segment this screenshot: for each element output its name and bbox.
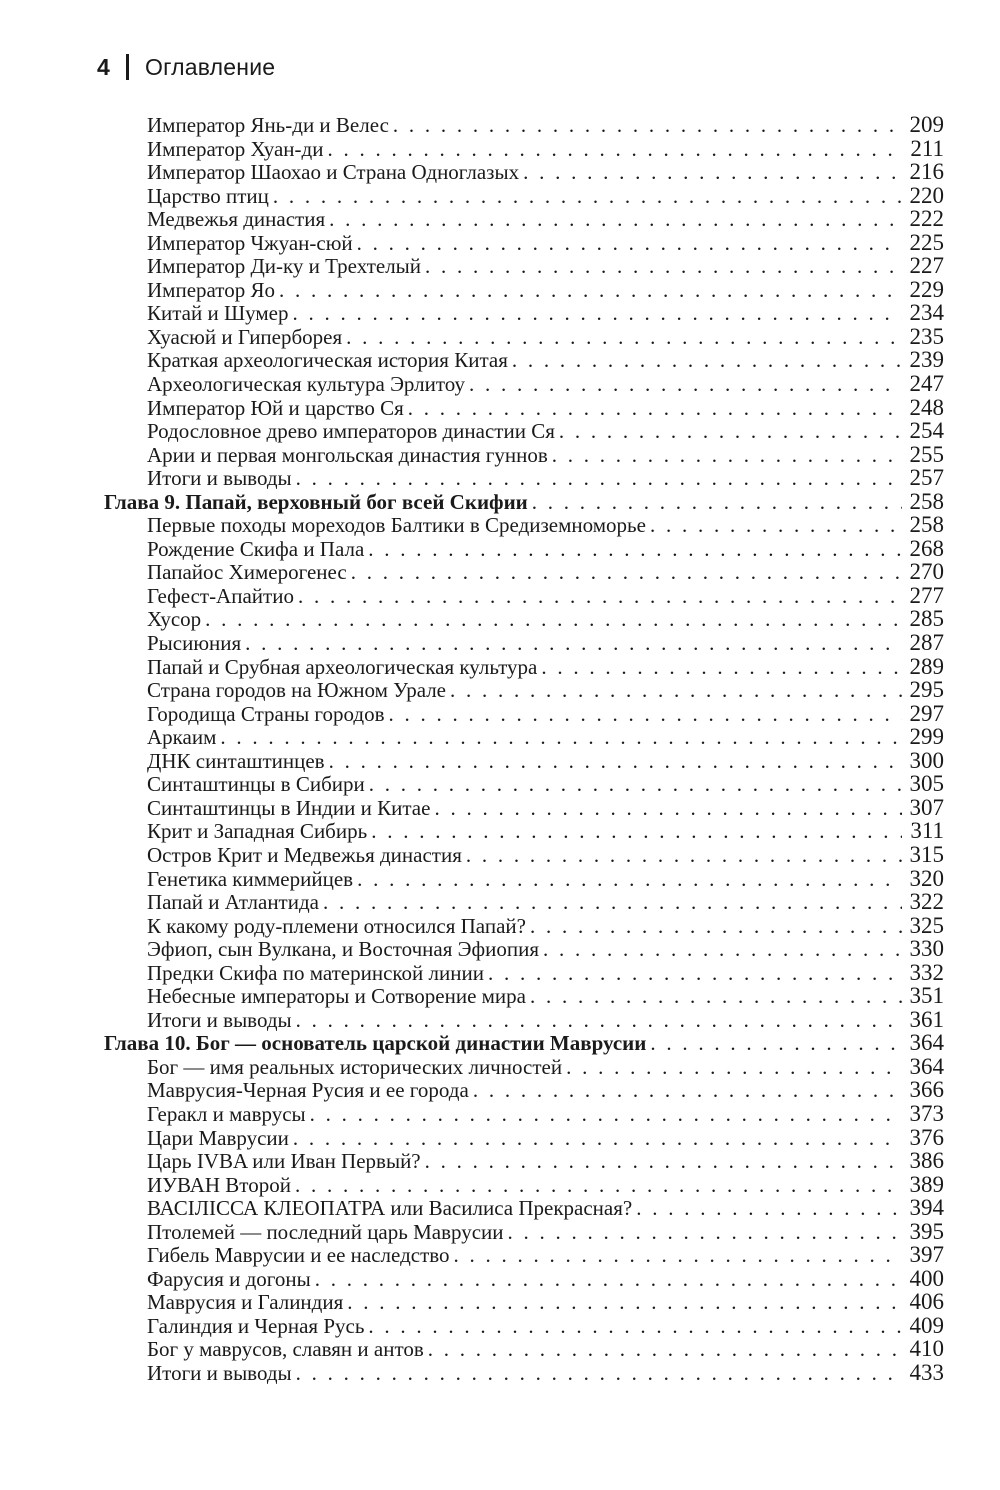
toc-entry	[104, 113, 944, 137]
dot-leader	[241, 632, 902, 656]
toc-entry-page: 400	[909, 1265, 944, 1291]
toc-entry-page: 270	[909, 559, 944, 585]
toc-entry	[104, 584, 944, 608]
dot-leader	[469, 1079, 902, 1103]
toc-entry-title: Предки Скифа по материнской линии	[147, 960, 484, 985]
dot-leader	[353, 868, 902, 892]
dot-leader	[292, 1362, 902, 1386]
dot-leader	[353, 232, 902, 256]
dot-leader	[548, 444, 902, 468]
toc-entry-title: Археологическая культура Эрлитоу	[147, 372, 465, 397]
toc-entry-page: 268	[909, 535, 944, 561]
toc-entry-title: Император Шаохао и Страна Одноглазых	[147, 160, 520, 185]
toc-entry-title: Синташтинцы в Сибири	[147, 772, 365, 797]
toc-entry-page: 433	[909, 1359, 944, 1385]
toc-entry-title: Медвежья династия	[147, 207, 326, 232]
toc-entry-page: 235	[909, 323, 944, 349]
toc-entry-page: 311	[910, 818, 944, 844]
toc-entry-title: ВАСІЛІССА КЛЕОПАТРА или Василиса Прекрасная?	[147, 1196, 633, 1221]
toc-entry-title: Император Хуан-ди	[147, 136, 324, 161]
toc-entry	[104, 1267, 944, 1291]
toc-entry	[104, 137, 944, 161]
toc-entry-page: 255	[909, 441, 944, 467]
dot-leader	[446, 679, 902, 703]
toc-entry-title: Гефест-Апайтио	[147, 583, 294, 608]
toc-entry-title: Крит и Западная Сибирь	[147, 819, 368, 844]
toc-entry-title: Рысиюния	[147, 631, 242, 656]
toc-entry-page: 351	[909, 983, 944, 1009]
toc-entry	[104, 160, 944, 184]
toc-entry-page: 229	[909, 276, 944, 302]
toc-entry	[104, 278, 944, 302]
dot-leader	[367, 820, 902, 844]
toc-entry-title: Геракл и маврусы	[147, 1101, 306, 1126]
toc-entry-page: 315	[909, 841, 944, 867]
toc-entry	[104, 396, 944, 420]
toc-entry-title: Эфиоп, сын Вулкана, и Восточная Эфиопия	[147, 937, 539, 962]
toc-chapter-entry	[104, 490, 944, 514]
dot-leader	[306, 1103, 902, 1127]
toc-entry-page: 394	[909, 1195, 944, 1221]
toc-entry	[104, 348, 944, 372]
dot-leader	[292, 467, 902, 491]
toc-entry-title: Первые походы мореходов Балтики в Средиземноморье	[147, 513, 646, 538]
toc-entry-page: 376	[909, 1124, 944, 1150]
toc-entry	[104, 466, 944, 490]
toc-entry-page: 300	[909, 747, 944, 773]
dot-leader	[450, 1244, 902, 1268]
toc-entry-title: Остров Крит и Медвежья династия	[147, 842, 462, 867]
toc-entry	[104, 1337, 944, 1361]
toc-entry-title: Краткая археологическая история Китая	[147, 348, 508, 373]
toc-entry-title: Хуасюй и Гиперборея	[147, 324, 343, 349]
toc-entry-title: К какому роду-племени относился Папай?	[147, 913, 526, 938]
toc-entry-title: Царь IVBA или Иван Первый?	[147, 1149, 421, 1174]
toc-entry	[104, 254, 944, 278]
toc-entry-title: Папай и Атлантида	[147, 890, 319, 915]
toc-entry-page: 289	[909, 653, 944, 679]
dot-leader	[325, 208, 902, 232]
toc-entry-title: Итоги и выводы	[147, 1360, 292, 1385]
toc-entry-page: 299	[909, 724, 944, 750]
toc-entry-page: 364	[909, 1053, 944, 1079]
dot-leader	[323, 138, 902, 162]
dot-leader	[289, 1127, 902, 1151]
toc-entry	[104, 207, 944, 231]
toc-entry-page: 386	[909, 1148, 944, 1174]
toc-entry-page: 239	[909, 347, 944, 373]
toc-entry-page: 366	[909, 1077, 944, 1103]
dot-leader	[291, 1174, 902, 1198]
toc-entry	[104, 937, 944, 961]
toc-entry-title: Рождение Скифа и Пала	[147, 536, 365, 561]
toc-entry-title: Бог у маврусов, славян и антов	[147, 1337, 424, 1362]
dot-leader	[646, 1032, 902, 1056]
toc-entry	[104, 325, 944, 349]
toc-entry	[104, 560, 944, 584]
toc-entry-title: Глава 10. Бог — основатель царской династии Маврусии	[104, 1031, 647, 1056]
dot-leader	[646, 514, 902, 538]
toc-entry-page: 406	[909, 1289, 944, 1315]
toc-entry	[104, 819, 944, 843]
dot-leader	[555, 420, 902, 444]
dot-leader	[484, 962, 902, 986]
toc-entry	[104, 1314, 944, 1338]
toc-entry-page: 322	[909, 889, 944, 915]
dot-leader	[404, 397, 902, 421]
toc-entry-title: Император Янь-ди и Велес	[147, 113, 389, 137]
toc-entry-title: Хусор	[147, 607, 202, 632]
toc-entry	[104, 725, 944, 749]
toc-entry-page: 330	[909, 936, 944, 962]
toc-chapter-entry	[104, 1031, 944, 1055]
dot-leader	[343, 1291, 902, 1315]
toc-entry-title: Итоги и выводы	[147, 466, 292, 491]
toc-entry-title: Царство птиц	[147, 183, 269, 208]
toc-entry-page: 332	[909, 959, 944, 985]
toc-entry-title: Цари Маврусии	[147, 1125, 289, 1150]
dot-leader	[364, 538, 902, 562]
toc-entry-title: Китай и Шумер	[147, 301, 289, 326]
toc-entry-page: 389	[909, 1171, 944, 1197]
toc-entry	[104, 607, 944, 631]
toc-entry-title: Птолемей — последний царь Маврусии	[147, 1219, 504, 1244]
toc-entry	[104, 702, 944, 726]
toc-entry-page: 295	[909, 677, 944, 703]
toc-entry-title: Городища Страны городов	[147, 701, 385, 726]
dot-leader	[294, 585, 902, 609]
toc-entry-title: Папайос Химерогенес	[147, 560, 347, 585]
page-number: 4	[97, 53, 110, 80]
toc-entry	[104, 655, 944, 679]
toc-entry-title: Итоги и выводы	[147, 1007, 292, 1032]
toc-entry-title: Небесные императоры и Сотворение мира	[147, 984, 526, 1009]
toc-entry	[104, 1149, 944, 1173]
dot-leader	[421, 255, 902, 279]
toc-entry-title: Страна городов на Южном Урале	[147, 678, 446, 703]
toc-entry	[104, 867, 944, 891]
toc-entry-page: 373	[909, 1100, 944, 1126]
toc-entry-page: 211	[910, 135, 944, 161]
toc-entry-title: Синташтинцы в Индии и Китае	[147, 795, 431, 820]
dot-leader	[537, 656, 902, 680]
dot-leader	[201, 608, 902, 632]
toc-entry	[104, 231, 944, 255]
toc-entry-page: 307	[909, 794, 944, 820]
dot-leader	[347, 561, 902, 585]
toc-entry	[104, 1196, 944, 1220]
dot-leader	[311, 1268, 902, 1292]
toc-entry-title: Глава 9. Папай, верховный бог всей Скифии	[104, 489, 528, 514]
toc-entry	[104, 961, 944, 985]
toc-entry-page: 257	[909, 465, 944, 491]
toc-entry	[104, 749, 944, 773]
toc-entry-page: 364	[909, 1030, 944, 1056]
toc-entry-page: 397	[909, 1242, 944, 1268]
dot-leader	[385, 703, 902, 727]
toc-entry-title: Император Ди-ку и Трехтелый	[147, 254, 422, 279]
toc-entry	[104, 537, 944, 561]
dot-leader	[275, 279, 902, 303]
toc-entry-title: Генетика киммерийцев	[147, 866, 354, 891]
dot-leader	[528, 491, 902, 515]
toc-entry-page: 325	[909, 912, 944, 938]
toc-entry-page: 409	[909, 1312, 944, 1338]
toc-entry	[104, 1102, 944, 1126]
toc-entry-title: Император Яо	[147, 277, 275, 302]
toc-entry	[104, 301, 944, 325]
toc-entry	[104, 631, 944, 655]
toc-entry-page: 225	[909, 229, 944, 255]
toc-entry-page: 258	[909, 512, 944, 538]
section-title: Оглавление	[145, 53, 276, 80]
toc-entry-page: 297	[909, 700, 944, 726]
toc-entry	[104, 1055, 944, 1079]
toc-entry-title: Маврусия-Черная Русия и ее города	[147, 1078, 469, 1103]
dot-leader	[430, 797, 902, 821]
toc-entry-title: Аркаим	[147, 725, 217, 750]
toc-entry-page: 258	[909, 488, 944, 514]
toc-entry-title: Арии и первая монгольская династия гуннов	[147, 442, 548, 467]
toc-entry-page: 209	[909, 112, 944, 137]
toc-entry-title: Маврусия и Галиндия	[147, 1290, 344, 1315]
dot-leader	[519, 161, 902, 185]
toc-entry	[104, 796, 944, 820]
toc-entry	[104, 772, 944, 796]
dot-leader	[292, 1009, 902, 1033]
toc-entry	[104, 843, 944, 867]
toc-entry	[104, 984, 944, 1008]
toc-entry	[104, 678, 944, 702]
dot-leader	[269, 185, 902, 209]
toc-entry	[104, 1243, 944, 1267]
toc-entry-page: 287	[909, 630, 944, 656]
dot-leader	[526, 985, 902, 1009]
toc-entry-page: 285	[909, 606, 944, 632]
toc-entry	[104, 1290, 944, 1314]
toc-entry-page: 220	[909, 182, 944, 208]
toc-entry-page: 395	[909, 1218, 944, 1244]
table-of-contents	[104, 113, 944, 1385]
dot-leader	[325, 750, 902, 774]
toc-entry-page: 254	[909, 418, 944, 444]
toc-entry-page: 234	[909, 300, 944, 326]
dot-leader	[421, 1150, 902, 1174]
toc-entry	[104, 419, 944, 443]
toc-entry-page: 361	[909, 1006, 944, 1032]
toc-entry	[104, 513, 944, 537]
toc-entry	[104, 372, 944, 396]
toc-entry	[104, 1078, 944, 1102]
running-head	[97, 50, 275, 84]
toc-entry	[104, 1173, 944, 1197]
toc-entry	[104, 1220, 944, 1244]
toc-entry-title: Гибель Маврусии и ее наследство	[147, 1243, 450, 1268]
toc-entry-page: 227	[909, 253, 944, 279]
dot-leader	[465, 373, 902, 397]
dot-leader	[504, 1221, 902, 1245]
dot-leader	[632, 1197, 902, 1221]
toc-entry-page: 247	[909, 371, 944, 397]
dot-leader	[539, 938, 902, 962]
toc-entry-page: 277	[909, 582, 944, 608]
toc-entry-title: Император Юй и царство Ся	[147, 395, 404, 420]
toc-entry-title: Император Чжуан-сюй	[147, 230, 353, 255]
toc-entry-page: 410	[909, 1336, 944, 1362]
toc-entry-title: ДНК синташтинцев	[147, 748, 325, 773]
dot-leader	[216, 726, 902, 750]
toc-entry	[104, 1126, 944, 1150]
toc-entry-title: Фарусия и догоны	[147, 1266, 311, 1291]
toc-entry-title: Папай и Срубная археологическая культура	[147, 654, 538, 679]
dot-leader	[364, 1315, 902, 1339]
toc-entry-page: 248	[909, 394, 944, 420]
toc-entry	[104, 184, 944, 208]
toc-entry-title: Бог — имя реальных исторических личностей	[147, 1054, 563, 1079]
dot-leader	[289, 302, 903, 326]
dot-leader	[342, 326, 902, 350]
toc-entry	[104, 1361, 944, 1385]
dot-leader	[562, 1056, 902, 1080]
toc-entry-title: Родословное древо императоров династии Ся	[147, 419, 555, 444]
toc-entry-title: Галиндия и Черная Русь	[147, 1313, 365, 1338]
dot-leader	[424, 1338, 902, 1362]
toc-entry-page: 222	[909, 206, 944, 232]
dot-leader	[365, 773, 902, 797]
dot-leader	[462, 844, 902, 868]
toc-entry-page: 305	[909, 771, 944, 797]
toc-entry-page: 216	[909, 159, 944, 185]
toc-entry	[104, 1008, 944, 1032]
dot-leader	[526, 915, 902, 939]
toc-entry	[104, 890, 944, 914]
toc-entry	[104, 914, 944, 938]
toc-entry-page: 320	[909, 865, 944, 891]
dot-leader	[389, 114, 902, 138]
toc-entry	[104, 443, 944, 467]
dot-leader	[319, 891, 902, 915]
dot-leader	[508, 349, 902, 373]
toc-entry-title: ИУВАН Второй	[147, 1172, 291, 1197]
header-separator	[126, 54, 129, 80]
